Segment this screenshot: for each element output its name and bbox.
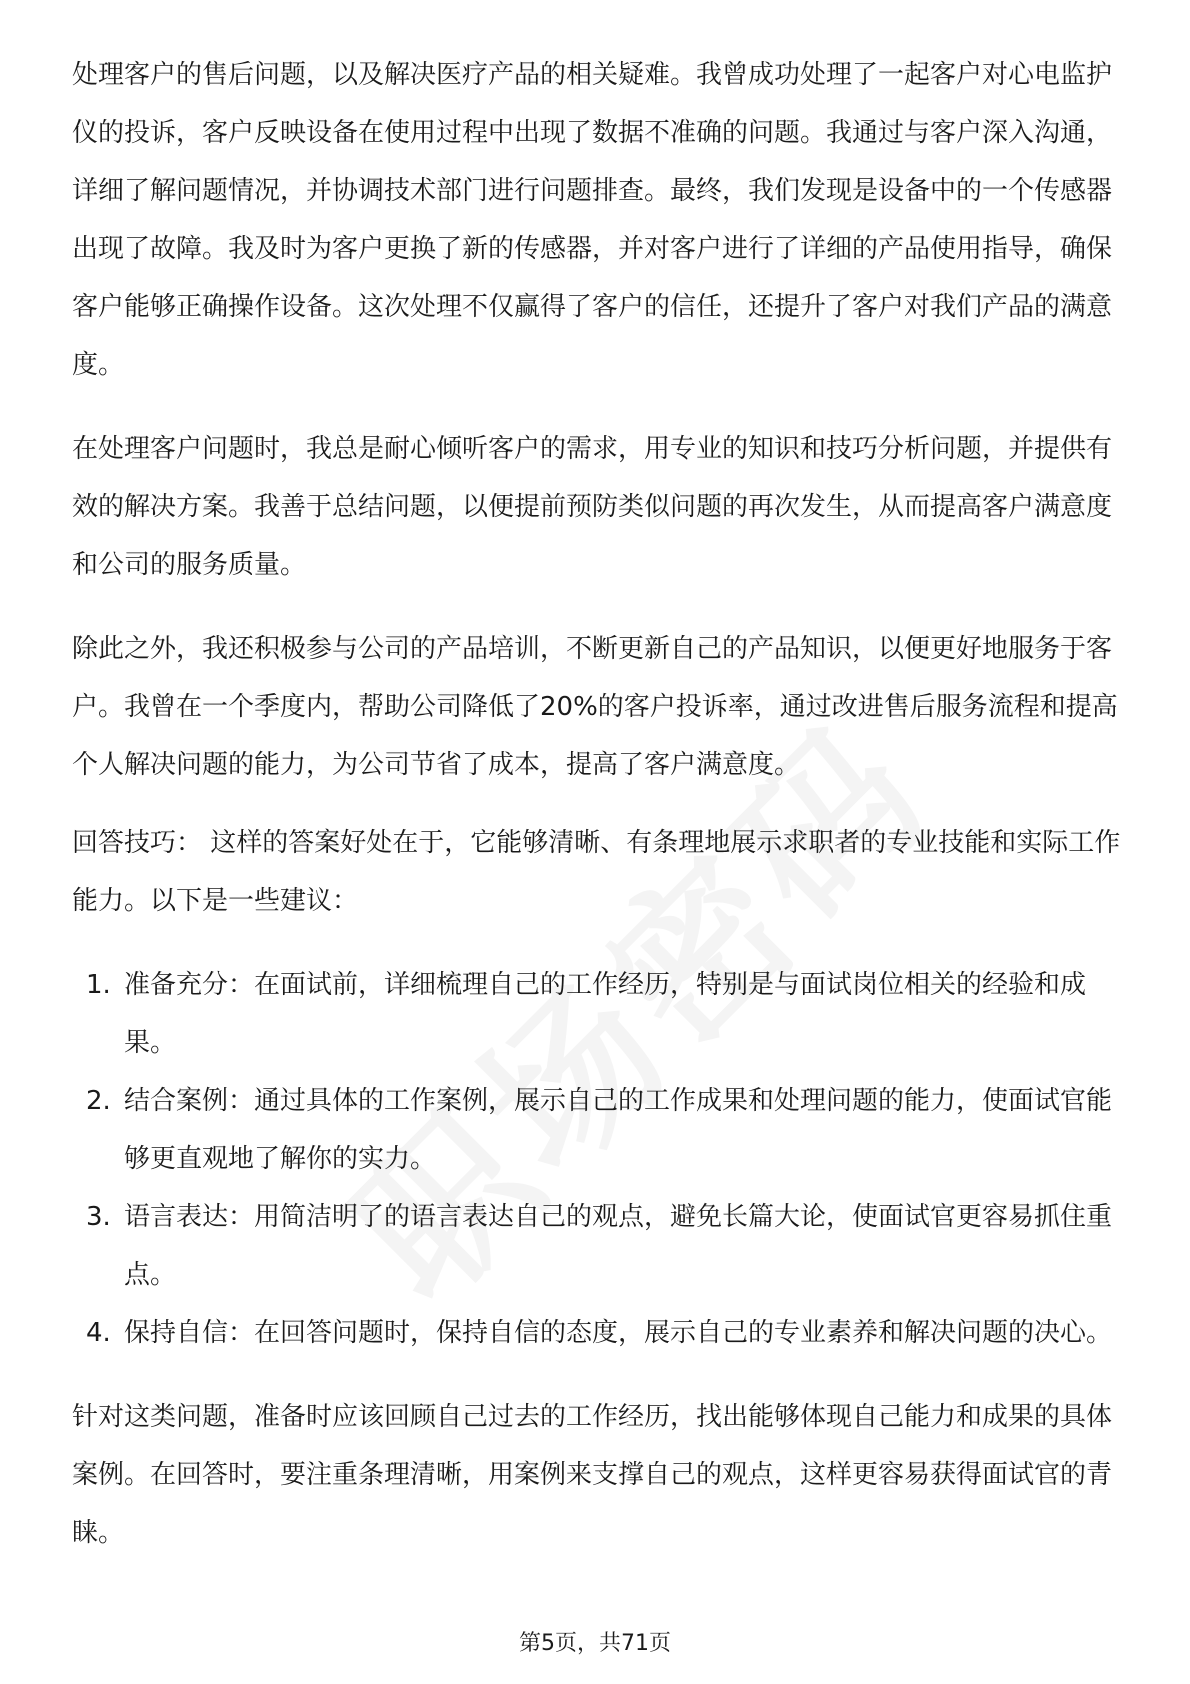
page-footer: 第5页，共71页 — [519, 1631, 671, 1656]
list-text: 保持自信：在回答问题时，保持自信的态度，展示自己的专业素养和解决问题的决心。 — [124, 1318, 1113, 1348]
tips-list — [72, 956, 1122, 1362]
list-number: 1. — [86, 970, 111, 1000]
paragraph-after-sales: 处理客户的售后问题，以及解决医疗产品的相关疑难。我曾成功处理了一起客户对心电监护仪的投诉，客户反映设备在使用过程中出现了数据不准确的问题。我通过与客户深入沟通，详细了解问题情况，并协调技术部门进行问题排查。最终，我们发现是设备中的一个传感器出现了故障。我及时为客户更换了新的传感器，并对客户进行了详细的产品使用指导，确保客户能够正确操作设备。这次处理不仅赢得了客户的信任，还提升了客户对我们产品的满意度。 — [72, 60, 1113, 380]
list-text: 语言表达：用简洁明了的语言表达自己的观点，避免长篇大论，使面试官更容易抓住重点。 — [124, 1202, 1113, 1290]
list-text: 结合案例：通过具体的工作案例，展示自己的工作成果和处理问题的能力，使面试官能够更直观地了解你的实力。 — [124, 1086, 1113, 1174]
list-number: 3. — [86, 1202, 111, 1232]
paragraph-training: 除此之外，我还积极参与公司的产品培训，不断更新自己的产品知识，以便更好地服务于客户。我曾在一个季度内，帮助公司降低了20%的客户投诉率，通过改进售后服务流程和提高个人解决问题的能力，为公司节省了成本，提高了客户满意度。 — [72, 634, 1118, 780]
document-body — [72, 46, 1122, 1588]
list-item — [72, 1072, 1122, 1188]
paragraph-closing: 针对这类问题，准备时应该回顾自己过去的工作经历，找出能够体现自己能力和成果的具体案例。在回答时，要注重条理清晰，用案例来支撑自己的观点，这样更容易获得面试官的青睐。 — [72, 1402, 1113, 1548]
list-item — [72, 1304, 1122, 1362]
list-text: 准备充分：在面试前，详细梳理自己的工作经历，特别是与面试岗位相关的经验和成果。 — [124, 970, 1087, 1058]
paragraph-answer-tips: 回答技巧： 这样的答案好处在于，它能够清晰、有条理地展示求职者的专业技能和实际工作能力。以下是一些建议： — [72, 828, 1121, 916]
list-item — [72, 956, 1122, 1072]
paragraph-problem-handling: 在处理客户问题时，我总是耐心倾听客户的需求，用专业的知识和技巧分析问题，并提供有效的解决方案。我善于总结问题，以便提前预防类似问题的再次发生，从而提高客户满意度和公司的服务质量。 — [72, 434, 1113, 580]
list-item — [72, 1188, 1122, 1304]
list-number: 2. — [86, 1086, 111, 1116]
list-number: 4. — [86, 1318, 111, 1348]
